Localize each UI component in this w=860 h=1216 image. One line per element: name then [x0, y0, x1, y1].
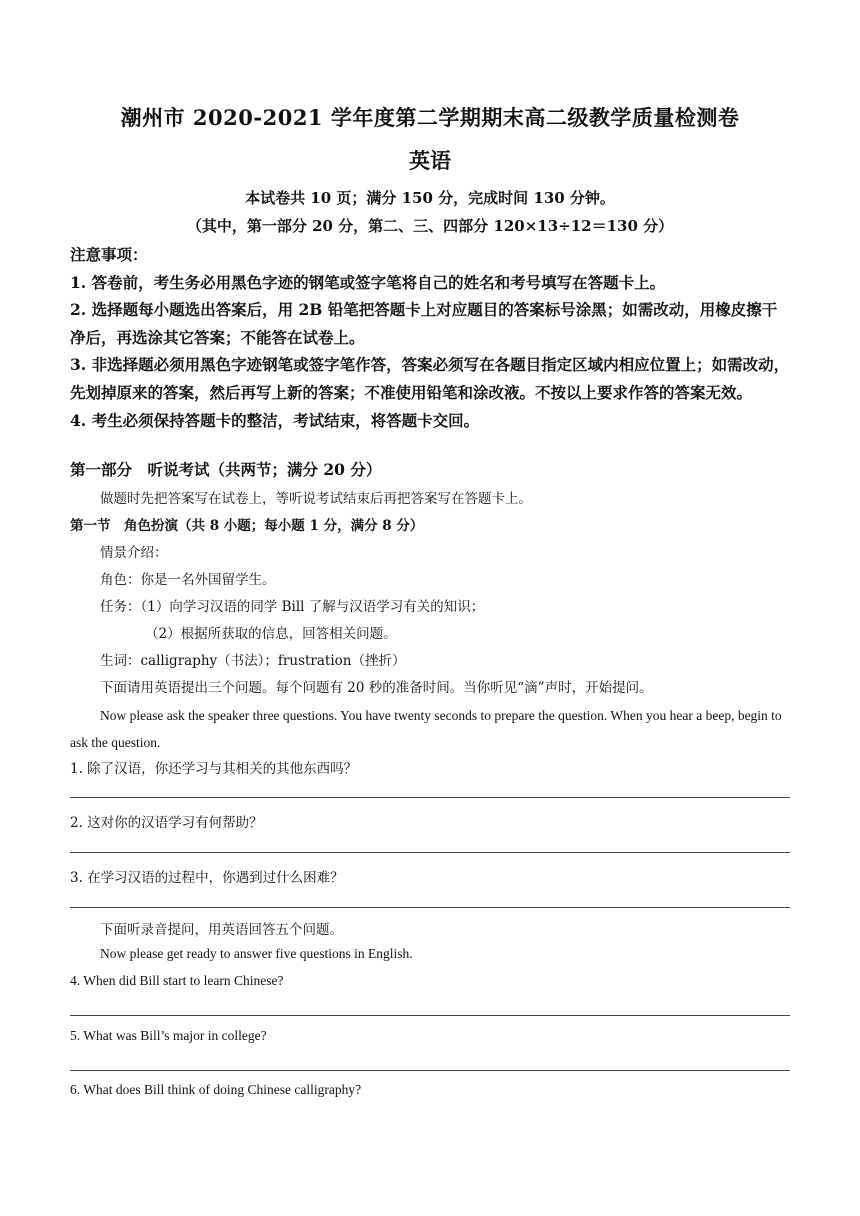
page-title: 潮州市 2020-2021 学年度第二学期期末高二级教学质量检测卷: [120, 105, 740, 130]
vocab-text: 生词：calligraphy（书法）；frustration（挫折）: [100, 653, 406, 669]
question-4: 4. When did Bill start to learn Chinese?: [70, 973, 284, 988]
answer-line-2: [70, 852, 790, 853]
answer-instruction-en: Now please get ready to answer five questions in English.: [100, 946, 413, 961]
task-2-text: （2）根据所获取的信息，回答相关问题。: [145, 626, 397, 642]
answer-instruction-cn: 下面听录音提问，用英语回答五个问题。: [100, 922, 343, 938]
exam-info-line-2: （其中，第一部分 20 分，第二、三、四部分 120×13÷12＝130 分）: [186, 217, 674, 235]
task-1-text: 任务：（1）向学习汉语的同学 Bill 了解与汉语学习有关的知识；: [100, 599, 485, 615]
question-6: 6. What does Bill think of doing Chinese calligraphy?: [70, 1082, 362, 1097]
part1-heading: 第一部分 听说考试（共两节；满分 20 分）: [70, 460, 382, 479]
answer-line-4: [70, 1015, 790, 1016]
notice-heading: 注意事项：: [70, 245, 148, 264]
question-3: 3. 在学习汉语的过程中，你遇到过什么困难？: [70, 870, 344, 886]
notice-item-1: 1. 答卷前，考生务必用黑色字迹的钢笔或签字笔将自己的姓名和考号填写在答题卡上。: [70, 272, 666, 292]
question-1: 1. 除了汉语，你还学习与其相关的其他东西吗？: [70, 761, 358, 777]
ask-instruction-en: Now please ask the speaker three questions. You have twenty seconds to prepare the question. When you hear a beep, begin to ask the question.: [70, 708, 782, 750]
section1-heading: 第一节 角色扮演（共 8 小题；每小题 1 分，满分 8 分）: [70, 518, 424, 534]
subject-title: 英语: [409, 148, 451, 173]
question-2: 2. 这对你的汉语学习有何帮助？: [70, 815, 263, 831]
answer-line-1: [70, 797, 790, 798]
role-text: 角色：你是一名外国留学生。: [100, 572, 276, 588]
notice-block: [70, 241, 792, 434]
exam-info-line-1: 本试卷共 10 页；满分 150 分，完成时间 130 分钟。: [245, 189, 615, 207]
notice-item-3: 3. 非选择题必须用黑色字迹钢笔或签字笔作答，答案必须写在各题目指定区域内相应位置上；如需改动，先划掉原来的答案，然后再写上新的答案；不准使用铅笔和涂改液。不按以上要求作答的答案无效。: [70, 355, 790, 402]
notice-item-4: 4. 考生必须保持答题卡的整洁，考试结束，将答题卡交回。: [70, 410, 480, 430]
notice-item-2: 2. 选择题每小题选出答案后，用 2B 铅笔把答题卡上对应题目的答案标号涂黑；如需改动，用橡皮擦干净后，再选涂其它答案；不能答在试卷上。: [70, 300, 778, 347]
question-5: 5. What was Bill’s major in college?: [70, 1028, 267, 1043]
part1-instruction: 做题时先把答案写在试卷上，等听说考试结束后再把答案写在答题卡上。: [100, 491, 532, 507]
answer-line-3: [70, 907, 790, 908]
scenario-label: 情景介绍：: [100, 545, 168, 561]
ask-instruction-cn: 下面请用英语提出三个问题。每个问题有 20 秒的准备时间。当你听见“滴”声时，开始提问。: [100, 680, 653, 696]
answer-line-5: [70, 1070, 790, 1071]
